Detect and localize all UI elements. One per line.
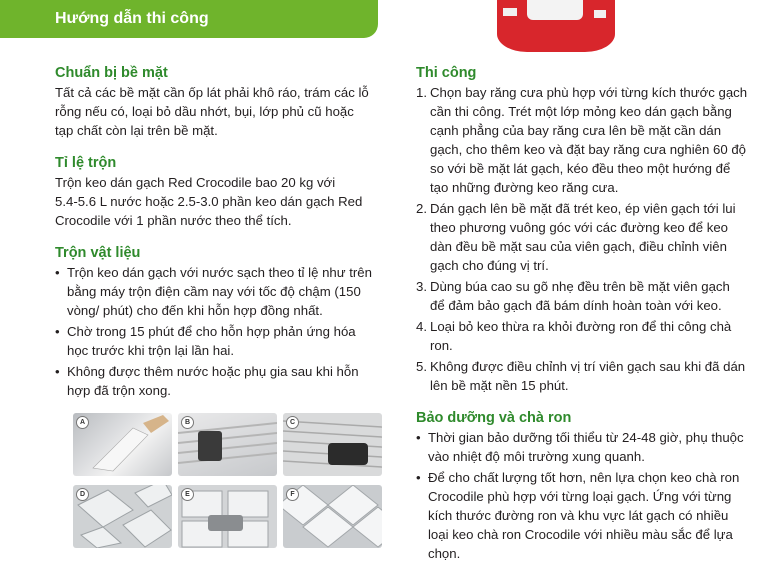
prep-line: rỗng nếu có, loại bỏ dầu nhớt, bụi, lớp phủ cũ hoặc (55, 104, 354, 119)
heading-mix-ratio: Tỉ lệ trộn (55, 155, 117, 171)
banner-title: Hướng dẫn thi công (55, 10, 209, 27)
product-bag-image (497, 0, 615, 52)
heading-installation: Thi công (416, 65, 477, 81)
step-item: 2. Dán gạch lên bề mặt đã trét keo, ép viên gạch tới lui theo phương vuông góc với các đường keo để keo dàn đều bề mặt sau của viên gạch, điều chỉnh viên gạch cho đúng vị trí. (416, 201, 736, 273)
heading-surface-prep: Chuẩn bị bề mặt (55, 65, 168, 81)
left-column (55, 64, 380, 414)
photo-a: A (73, 413, 172, 476)
bag-logo-right (594, 10, 606, 18)
heading-mixing: Trộn vật liệu (55, 245, 141, 261)
section-mixing (55, 244, 380, 400)
bullet-icon: • (55, 364, 60, 379)
photo-b: B (178, 413, 277, 476)
bullet-icon: • (416, 430, 421, 445)
list-item: • Thời gian bảo dưỡng tối thiểu từ 24-48 giờ, phụ thuộc vào nhiệt độ môi trường xung quanh. (416, 430, 744, 464)
prep-line: tạp chất còn lại trên bề mặt. (55, 123, 218, 138)
ratio-line: Trộn keo dán gạch Red Crocodile bao 20 kg với (55, 175, 336, 190)
installation-steps (416, 83, 756, 395)
mixing-list (55, 263, 380, 400)
list-item: • Để cho chất lượng tốt hơn, nên lựa chọn keo chà ron Crocodile phù hợp với từng loại gạch. Ứng với từng kích thước đường ron và khu vực lát gạch có nhiều loại keo chà ron Crocodile với nhiều màu sắc để lựa chọn. (416, 470, 740, 561)
section-curing-grouting (416, 409, 756, 563)
bag-logo-left (503, 8, 517, 16)
step-item: 3. Dùng búa cao su gõ nhẹ đều trên bề mặt viên gạch để đảm bảo gạch đã bám dính hoàn toàn với keo. (416, 279, 730, 313)
bullet-icon: • (55, 324, 60, 339)
section-installation (416, 64, 756, 395)
list-item: • Trộn keo dán gạch với nước sạch theo tỉ lệ như trên bằng máy trộn điện cầm nay với tốc độ chậm (150 vòng/ phút) cho đến khi hỗn hợp đồng nhất. (55, 265, 372, 318)
step-item: 5. Không được điều chỉnh vị trí viên gạch sau khi đã dán lên bề mặt nền 15 phút. (416, 359, 746, 393)
bag-label (527, 0, 583, 20)
photo-c: C (283, 413, 382, 476)
section-mix-ratio (55, 154, 380, 230)
step-photos (73, 413, 383, 553)
photo-f: F (283, 485, 382, 548)
bullet-icon: • (55, 265, 60, 280)
list-item: • Không được thêm nước hoặc phụ gia sau khi hỗn hợp đã trộn xong. (55, 364, 359, 398)
prep-line: Tất cả các bề mặt cần ốp lát phải khô ráo, trám các lỗ (55, 85, 369, 100)
heading-curing-grouting: Bảo dưỡng và chà ron (416, 410, 572, 426)
step-item: 4. Loại bỏ keo thừa ra khỏi đường ron để thi công chà ron. (416, 319, 732, 353)
ratio-line: 5.4-5.6 L nước hoặc 2.5-3.0 phần keo dán gạch Red (55, 194, 363, 209)
section-banner (0, 0, 378, 38)
list-item: • Chờ trong 15 phút để cho hỗn hợp phản ứng hóa học trước khi trộn lại lần hai. (55, 324, 356, 358)
bullet-icon: • (416, 470, 421, 485)
ratio-line: Crocodile với 1 phần nước theo thể tích. (55, 213, 292, 228)
curing-list (416, 428, 756, 563)
right-column (416, 64, 756, 577)
step-item: 1. Chọn bay răng cưa phù hợp với từng kích thước gạch cần thi công. Trét một lớp mỏng keo dán gạch bằng cạnh phẳng của bay răng cưa lên bề mặt cần dán gạch, cho thêm keo và đặt bay răng cưa nghiên 60 độ so với bề mặt lát gạch, kéo đều theo một hướng để tạo những đường keo răng cưa. (416, 85, 748, 195)
photo-d: D (73, 485, 172, 548)
photo-e: E (178, 485, 277, 548)
section-surface-prep (55, 64, 380, 140)
